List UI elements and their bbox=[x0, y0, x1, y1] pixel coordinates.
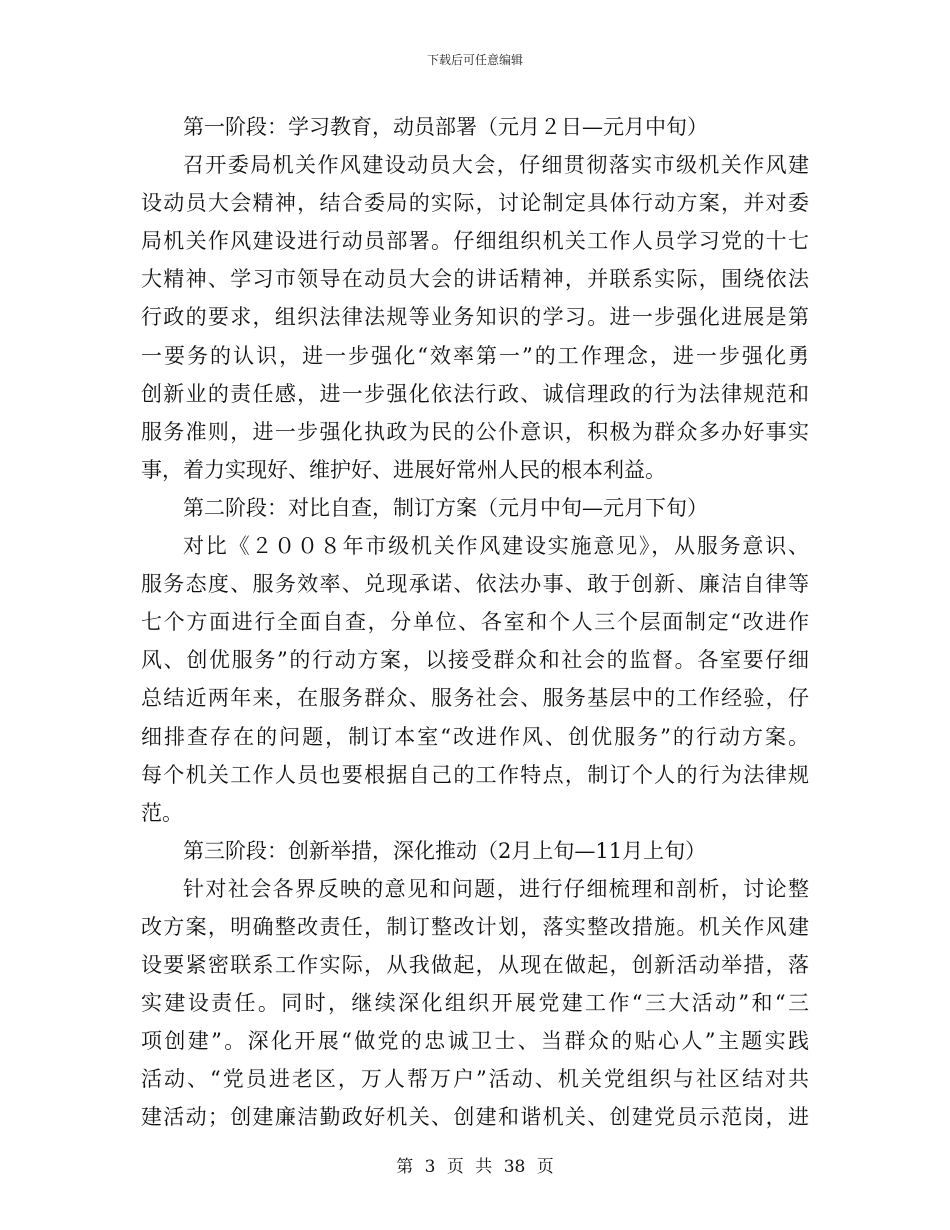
body-line: 局机关作风建设进行动员部署。仔细组织机关工作人员学习党的十七 bbox=[141, 229, 809, 254]
document-body bbox=[141, 108, 809, 1137]
body-line: 项创建”。深化开展“做党的忠诚卫士、当群众的贴心人”主题实践 bbox=[141, 1029, 809, 1054]
body-line: 范。 bbox=[141, 800, 183, 825]
body-line: 召开委局机关作风建设动员大会，仔细贯彻落实市级机关作风建 bbox=[183, 153, 809, 178]
body-line: 建活动；创建廉洁勤政好机关、创建和谐机关、创建党员示范岗，进 bbox=[141, 1105, 809, 1130]
page-header: 下载后可任意编辑 bbox=[426, 53, 523, 67]
body-line: 大精神、学习市领导在动员大会的讲话精神，并联系实际，围绕依法 bbox=[141, 267, 809, 292]
body-line: 第三阶段：创新举措，深化推动（2月上旬—11月上旬） bbox=[183, 838, 707, 863]
body-line: 第一阶段：学习教育，动员部署（元月２日—元月中旬） bbox=[183, 115, 708, 139]
body-line: 实建设责任。同时，继续深化组织开展党建工作“三大活动”和“三 bbox=[141, 991, 809, 1016]
body-line: 七个方面进行全面自查，分单位、各室和个人三个层面制定“改进作 bbox=[141, 610, 809, 635]
body-line: 对比《２００８年市级机关作风建设实施意见》，从服务意识、 bbox=[183, 534, 809, 559]
body-line: 事，着力实现好、维护好、进展好常州人民的根本利益。 bbox=[141, 457, 666, 482]
body-line: 设要紧密联系工作实际，从我做起，从现在做起，创新活动举措，落 bbox=[141, 953, 809, 978]
body-line: 服务态度、服务效率、兑现承诺、依法办事、敢于创新、廉洁自律等 bbox=[141, 572, 809, 597]
body-line: 服务准则，进一步强化执政为民的公仆意识，积极为群众多办好事实 bbox=[141, 419, 809, 444]
body-line: 设动员大会精神，结合委局的实际，讨论制定具体行动方案，并对委 bbox=[141, 191, 809, 216]
body-line: 总结近两年来，在服务群众、服务社会、服务基层中的工作经验，仔 bbox=[141, 686, 809, 711]
body-line: 行政的要求，组织法律法规等业务知识的学习。进一步强化进展是第 bbox=[141, 305, 809, 330]
body-line: 创新业的责任感，进一步强化依法行政、诚信理政的行为法律规范和 bbox=[141, 381, 809, 406]
body-line: 每个机关工作人员也要根据自己的工作特点，制订个人的行为法律规 bbox=[141, 762, 809, 787]
body-line: 改方案，明确整改责任，制订整改计划，落实整改措施。机关作风建 bbox=[141, 914, 809, 939]
body-line: 一要务的认识，进一步强化“效率第一”的工作理念，进一步强化勇 bbox=[141, 343, 809, 368]
body-line: 细排查存在的问题，制订本室“改进作风、创优服务”的行动方案。 bbox=[141, 724, 809, 749]
body-line: 活动、“党员进老区，万人帮万户”活动、机关党组织与社区结对共 bbox=[141, 1067, 809, 1092]
body-line: 第二阶段：对比自查，制订方案（元月中旬—元月下旬） bbox=[183, 495, 708, 520]
body-line: 风、创优服务”的行动方案，以接受群众和社会的监督。各室要仔细 bbox=[141, 648, 809, 673]
page-footer: 第 3 页 共 38 页 bbox=[396, 1157, 554, 1177]
body-line: 针对社会各界反映的意见和问题，进行仔细梳理和剖析，讨论整 bbox=[183, 876, 809, 901]
